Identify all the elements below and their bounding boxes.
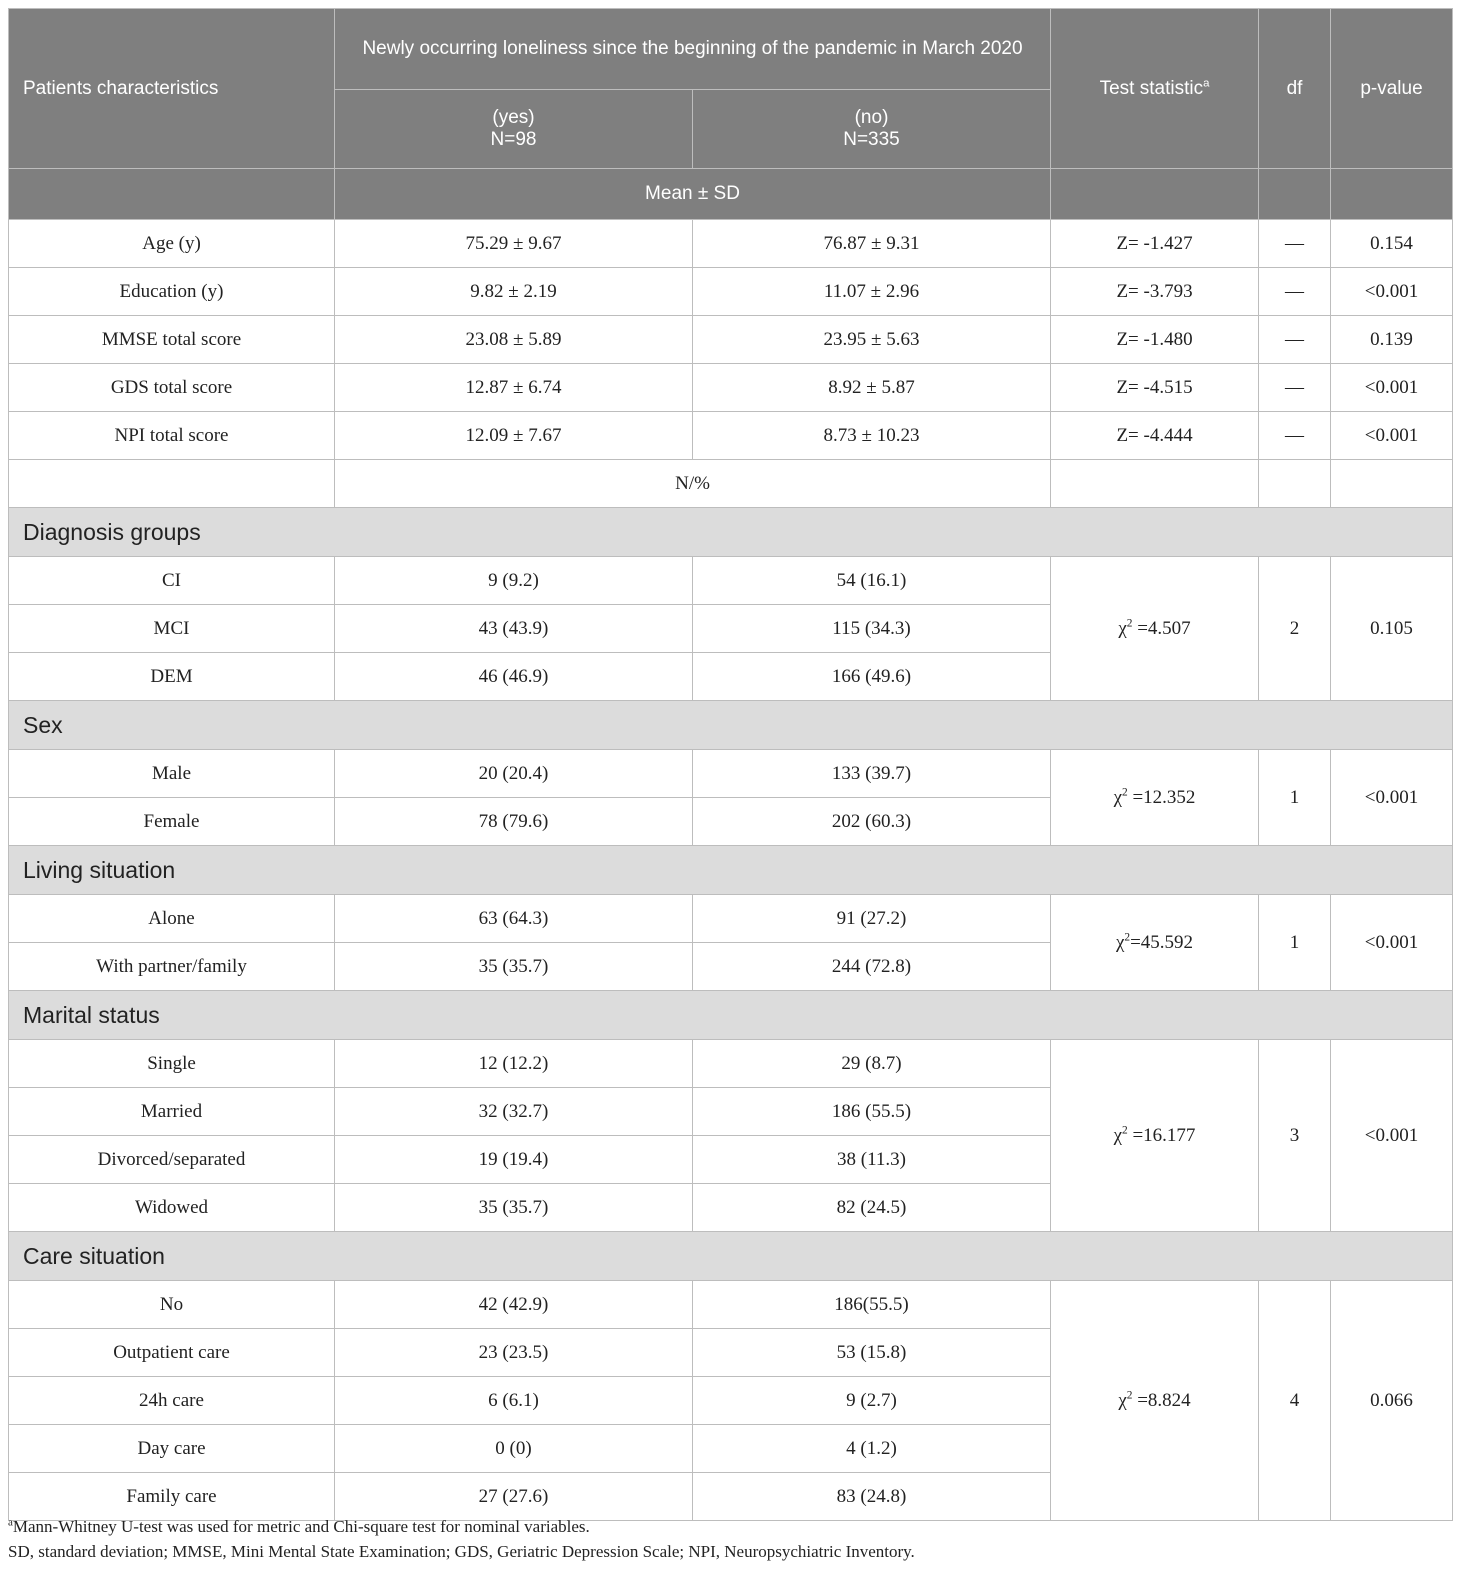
yes-value: 42 (42.9) (335, 1281, 693, 1329)
test-statistic-value (1051, 1281, 1259, 1521)
chi-value: =8.824 (1137, 1389, 1191, 1411)
table-row (9, 364, 1453, 412)
header-newly-occurring-loneliness: Newly occurring loneliness since the beginning of the pandemic in March 2020 (335, 9, 1051, 90)
row-label: Female (9, 798, 335, 846)
no-value: 186(55.5) (693, 1281, 1051, 1329)
df-value: 4 (1259, 1281, 1331, 1521)
section-header-care-situation (9, 1232, 1453, 1281)
row-label: MMSE total score (9, 316, 335, 364)
no-value: 11.07 ± 2.96 (693, 268, 1051, 316)
no-label: (no) (854, 107, 889, 128)
row-label: MCI (9, 605, 335, 653)
header-empty (1051, 169, 1259, 220)
section-title: Care situation (9, 1232, 1453, 1281)
yes-value: 9 (9.2) (335, 557, 693, 605)
header-test-statistic (1051, 9, 1259, 169)
test-statistic-value: Z= -4.515 (1051, 364, 1259, 412)
footnote-a (8, 1514, 1448, 1539)
p-value: 0.154 (1331, 220, 1453, 268)
df-value: — (1259, 316, 1331, 364)
no-value: 4 (1.2) (693, 1425, 1051, 1473)
row-label: Married (9, 1088, 335, 1136)
no-value: 76.87 ± 9.31 (693, 220, 1051, 268)
section-header-marital-status (9, 991, 1453, 1040)
table-row (9, 268, 1453, 316)
test-statistic-label: Test statistic (1099, 77, 1204, 99)
row-label: Divorced/separated (9, 1136, 335, 1184)
chi-value: =16.177 (1132, 1124, 1196, 1146)
yes-value: 12.09 ± 7.67 (335, 412, 693, 460)
header-patients-characteristics: Patients characteristics (9, 9, 335, 169)
df-value: 1 (1259, 895, 1331, 991)
p-value: <0.001 (1331, 364, 1453, 412)
chi-symbol: χ (1115, 931, 1125, 953)
chi-superscript: 2 (1122, 786, 1128, 799)
row-label: Day care (9, 1425, 335, 1473)
row-label: Male (9, 750, 335, 798)
header-empty (1331, 169, 1453, 220)
section-title: Diagnosis groups (9, 508, 1453, 557)
table-row (9, 895, 1453, 943)
test-statistic-value: Z= -3.793 (1051, 268, 1259, 316)
df-value: 2 (1259, 557, 1331, 701)
yes-value: 43 (43.9) (335, 605, 693, 653)
row-label: 24h care (9, 1377, 335, 1425)
no-value: 53 (15.8) (693, 1329, 1051, 1377)
section-title: Sex (9, 701, 1453, 750)
yes-value: 9.82 ± 2.19 (335, 268, 693, 316)
yes-value: 12 (12.2) (335, 1040, 693, 1088)
table-row (9, 750, 1453, 798)
df-value: — (1259, 268, 1331, 316)
yes-value: 23 (23.5) (335, 1329, 693, 1377)
yes-value: 63 (64.3) (335, 895, 693, 943)
test-statistic-value: Z= -1.480 (1051, 316, 1259, 364)
empty-cell (1331, 460, 1453, 508)
no-value: 244 (72.8) (693, 943, 1051, 991)
no-value: 166 (49.6) (693, 653, 1051, 701)
yes-value: 0 (0) (335, 1425, 693, 1473)
yes-value: 6 (6.1) (335, 1377, 693, 1425)
chi-symbol: χ (1118, 1389, 1127, 1411)
row-label: GDS total score (9, 364, 335, 412)
yes-value: 19 (19.4) (335, 1136, 693, 1184)
df-value: — (1259, 220, 1331, 268)
table-row (9, 557, 1453, 605)
p-value: 0.139 (1331, 316, 1453, 364)
table-row (9, 412, 1453, 460)
row-label: With partner/family (9, 943, 335, 991)
row-label: Family care (9, 1473, 335, 1521)
patients-characteristics-table (8, 8, 1453, 1521)
chi-superscript: 2 (1126, 617, 1133, 630)
p-value: <0.001 (1331, 1040, 1453, 1232)
no-value: 29 (8.7) (693, 1040, 1051, 1088)
row-label: Alone (9, 895, 335, 943)
n-percent-label: N/% (335, 460, 1051, 508)
test-statistic-value: Z= -1.427 (1051, 220, 1259, 268)
table-row (9, 1281, 1453, 1329)
header-row-1 (9, 9, 1453, 90)
df-value: 3 (1259, 1040, 1331, 1232)
yes-value: 46 (46.9) (335, 653, 693, 701)
no-value: 23.95 ± 5.63 (693, 316, 1051, 364)
section-title: Marital status (9, 991, 1453, 1040)
chi-superscript: 2 (1126, 1389, 1133, 1402)
section-header-diagnosis (9, 508, 1453, 557)
chi-value: =4.507 (1137, 617, 1191, 639)
row-label: Outpatient care (9, 1329, 335, 1377)
p-value: <0.001 (1331, 895, 1453, 991)
df-value: 1 (1259, 750, 1331, 846)
df-value: — (1259, 412, 1331, 460)
no-value: 38 (11.3) (693, 1136, 1051, 1184)
test-statistic-value (1051, 1040, 1259, 1232)
chi-symbol: χ (1113, 1124, 1123, 1146)
table-footnotes (8, 1514, 1448, 1564)
no-value: 202 (60.3) (693, 798, 1051, 846)
empty-cell (1259, 460, 1331, 508)
p-value: <0.001 (1331, 268, 1453, 316)
header-df: df (1259, 9, 1331, 169)
row-label: No (9, 1281, 335, 1329)
yes-value: 23.08 ± 5.89 (335, 316, 693, 364)
test-statistic-value (1051, 750, 1259, 846)
section-header-sex (9, 701, 1453, 750)
header-empty (1259, 169, 1331, 220)
table-row (9, 1040, 1453, 1088)
yes-n: N=98 (490, 129, 537, 150)
test-statistic-value (1051, 895, 1259, 991)
yes-label: (yes) (492, 107, 535, 128)
section-title: Living situation (9, 846, 1453, 895)
p-value: <0.001 (1331, 750, 1453, 846)
no-n: N=335 (843, 129, 900, 150)
footnote-a-text: Mann-Whitney U-test was used for metric and Chi-square test for nominal variables. (12, 1517, 590, 1536)
p-value: 0.105 (1331, 557, 1453, 701)
no-value: 115 (34.3) (693, 605, 1051, 653)
chi-value: =12.352 (1132, 786, 1196, 808)
p-value: 0.066 (1331, 1281, 1453, 1521)
footnote-abbreviations: SD, standard deviation; MMSE, Mini Mental State Examination; GDS, Geriatric Depression Scale; NPI, Neuropsychiatric Inventory. (8, 1542, 915, 1561)
chi-symbol: χ (1118, 617, 1127, 639)
row-label: Single (9, 1040, 335, 1088)
empty-cell (9, 460, 335, 508)
yes-value: 78 (79.6) (335, 798, 693, 846)
no-value: 186 (55.5) (693, 1088, 1051, 1136)
row-label: Widowed (9, 1184, 335, 1232)
no-value: 9 (2.7) (693, 1377, 1051, 1425)
chi-symbol: χ (1113, 786, 1123, 808)
header-p-value: p-value (1331, 9, 1453, 169)
section-header-living-situation (9, 846, 1453, 895)
n-percent-row (9, 460, 1453, 508)
yes-value: 75.29 ± 9.67 (335, 220, 693, 268)
row-label: CI (9, 557, 335, 605)
empty-cell (1051, 460, 1259, 508)
header-row-3 (9, 169, 1453, 220)
table-row (9, 316, 1453, 364)
no-value: 91 (27.2) (693, 895, 1051, 943)
no-value: 83 (24.8) (693, 1473, 1051, 1521)
chi-superscript: 2 (1124, 931, 1131, 944)
test-statistic-value: Z= -4.444 (1051, 412, 1259, 460)
header-mean-sd: Mean ± SD (335, 169, 1051, 220)
no-value: 8.92 ± 5.87 (693, 364, 1051, 412)
p-value: <0.001 (1331, 412, 1453, 460)
yes-value: 32 (32.7) (335, 1088, 693, 1136)
table-row (9, 220, 1453, 268)
no-value: 54 (16.1) (693, 557, 1051, 605)
footnote-marker-a: a (1203, 77, 1210, 90)
chi-value: =45.592 (1130, 931, 1194, 953)
yes-value: 35 (35.7) (335, 943, 693, 991)
header-empty (9, 169, 335, 220)
df-value: — (1259, 364, 1331, 412)
test-statistic-value (1051, 557, 1259, 701)
no-value: 8.73 ± 10.23 (693, 412, 1051, 460)
header-no-group (693, 90, 1051, 169)
yes-value: 20 (20.4) (335, 750, 693, 798)
no-value: 133 (39.7) (693, 750, 1051, 798)
header-yes-group (335, 90, 693, 169)
row-label: DEM (9, 653, 335, 701)
no-value: 82 (24.5) (693, 1184, 1051, 1232)
yes-value: 12.87 ± 6.74 (335, 364, 693, 412)
row-label: NPI total score (9, 412, 335, 460)
chi-superscript: 2 (1122, 1124, 1128, 1137)
yes-value: 27 (27.6) (335, 1473, 693, 1521)
row-label: Education (y) (9, 268, 335, 316)
footnote-a-marker: a (8, 1516, 13, 1529)
row-label: Age (y) (9, 220, 335, 268)
yes-value: 35 (35.7) (335, 1184, 693, 1232)
